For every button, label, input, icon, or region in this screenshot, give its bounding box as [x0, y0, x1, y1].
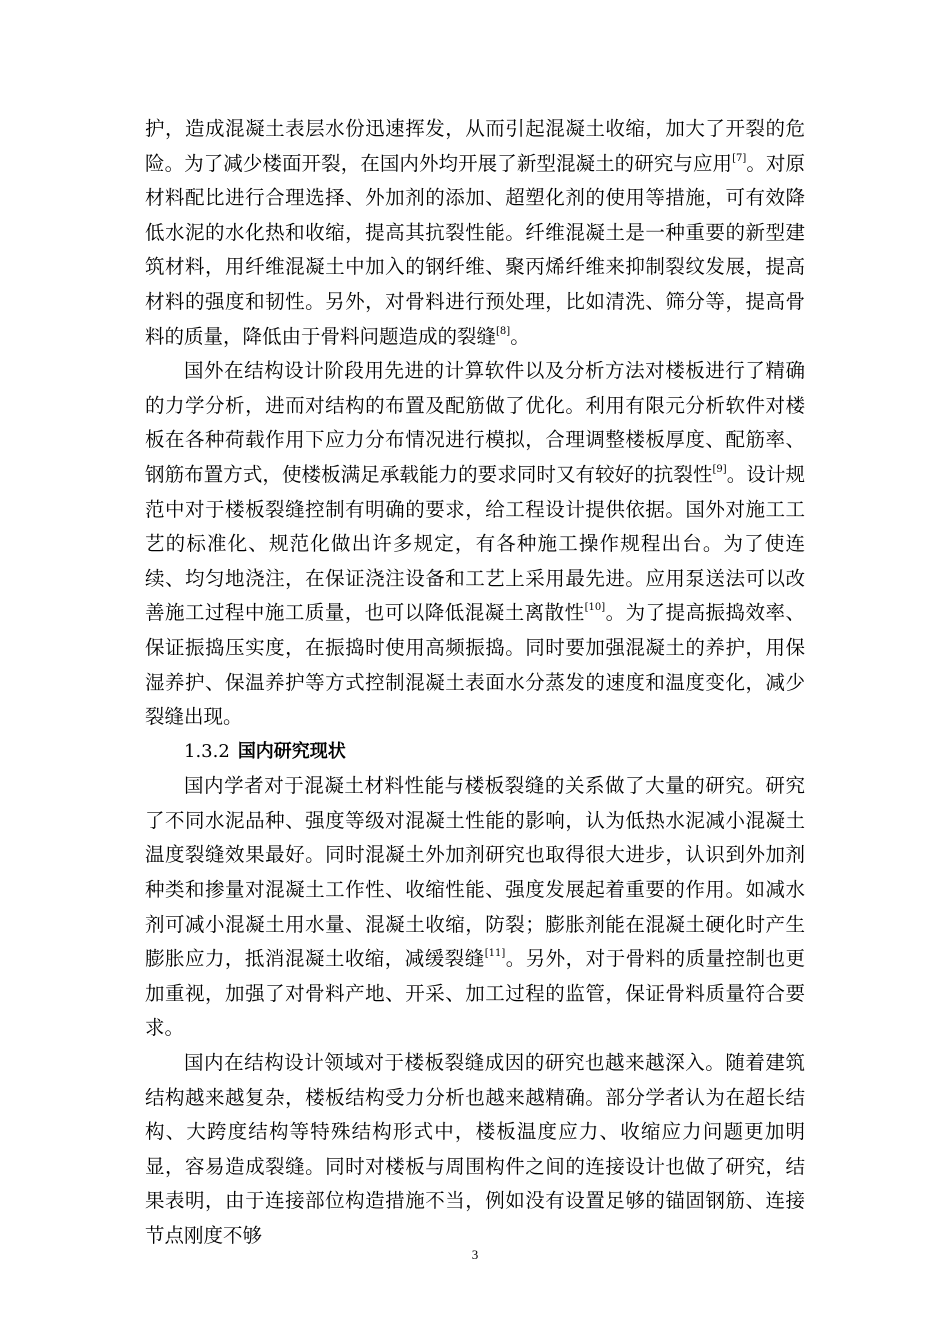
page-body	[145, 112, 805, 1254]
section-title: 国内研究现状	[237, 740, 346, 762]
paragraph-text: 护，造成混凝土表层水份迅速挥发，从而引起混凝土收缩，加大了开裂的危险。为了减少楼面开裂，在国内外均开展了新型混凝土的研究与应用	[145, 117, 805, 175]
section-number: 1.3.2	[184, 740, 230, 762]
paragraph	[145, 1046, 805, 1254]
page-number: 3	[471, 1247, 479, 1262]
paragraph-text: 。	[510, 324, 530, 348]
paragraph-text: 。对原材料配比进行合理选择、外加剂的添加、超塑化剂的使用等措施，可有效降低水泥的水化热和收缩，提高其抗裂性能。纤维混凝土是一种重要的新型建筑材料，用纤维混凝土中加入的钢纤维、聚丙烯纤维来抑制裂纹发展，提高材料的强度和韧性。另外，对骨料进行预处理，比如清洗、筛分等，提高骨料的质量，降低由于骨料问题造成的裂缝	[145, 151, 805, 348]
section-heading	[145, 735, 805, 770]
paragraph	[145, 354, 805, 735]
citation-ref: [11]	[484, 948, 506, 960]
citation-ref: [7]	[732, 152, 747, 164]
paragraph-text: 国内在结构设计领域对于楼板裂缝成因的研究也越来越深入。随着建筑结构越来越复杂，楼板结构受力分析也越来越精确。部分学者认为在超长结构、大跨度结构等特殊结构形式中，楼板温度应力、收缩应力问题更加明显，容易造成裂缝。同时对楼板与周围构件之间的连接设计也做了研究，结果表明，由于连接部位构造措施不当，例如没有设置足够的锚固钢筋、连接节点刚度不够	[145, 1051, 805, 1247]
paragraph-text: 。设计规范中对于楼板裂缝控制有明确的要求，给工程设计提供依据。国外对施工工艺的标准化、规范化做出许多规定，有各种施工操作规程出台。为了使连续、均匀地浇注，在保证浇注设备和工艺上采用最先进。应用泵送法可以改善施工过程中施工质量，也可以降低混凝土离散性	[145, 462, 805, 625]
paragraph-text: 。另外，对于骨料的质量控制也更加重视，加强了对骨料产地、开采、加工过程的监管，保证骨料质量符合要求。	[145, 947, 805, 1040]
paragraph	[145, 769, 805, 1046]
paragraph-text: 。为了提高振捣效率、保证振捣压实度，在振捣时使用高频振捣。同时要加强混凝土的养护，用保湿养护、保温养护等方式控制混凝土表面水分蒸发的速度和温度变化，减少裂缝出现。	[145, 601, 805, 729]
citation-ref: [8]	[496, 325, 511, 337]
paragraph	[145, 112, 805, 354]
citation-ref: [10]	[584, 602, 606, 614]
paragraph-text: 国内学者对于混凝土材料性能与楼板裂缝的关系做了大量的研究。研究了不同水泥品种、强度等级对混凝土性能的影响，认为低热水泥减小混凝土温度裂缝效果最好。同时混凝土外加剂研究也取得很大进步，认识到外加剂种类和掺量对混凝土工作性、收缩性能、强度发展起着重要的作用。如减水剂可减小混凝土用水量、混凝土收缩，防裂；膨胀剂能在混凝土硬化时产生膨胀应力，抵消混凝土收缩，减缓裂缝	[145, 774, 805, 971]
paragraph-text: 国外在结构设计阶段用先进的计算软件以及分析方法对楼板进行了精确的力学分析，进而对结构的布置及配筋做了优化。利用有限元分析软件对楼板在各种荷载作用下应力分布情况进行模拟，合理调整楼板厚度、配筋率、钢筋布置方式，使楼板满足承载能力的要求同时又有较好的抗裂性	[145, 359, 805, 486]
citation-ref: [9]	[712, 463, 727, 475]
